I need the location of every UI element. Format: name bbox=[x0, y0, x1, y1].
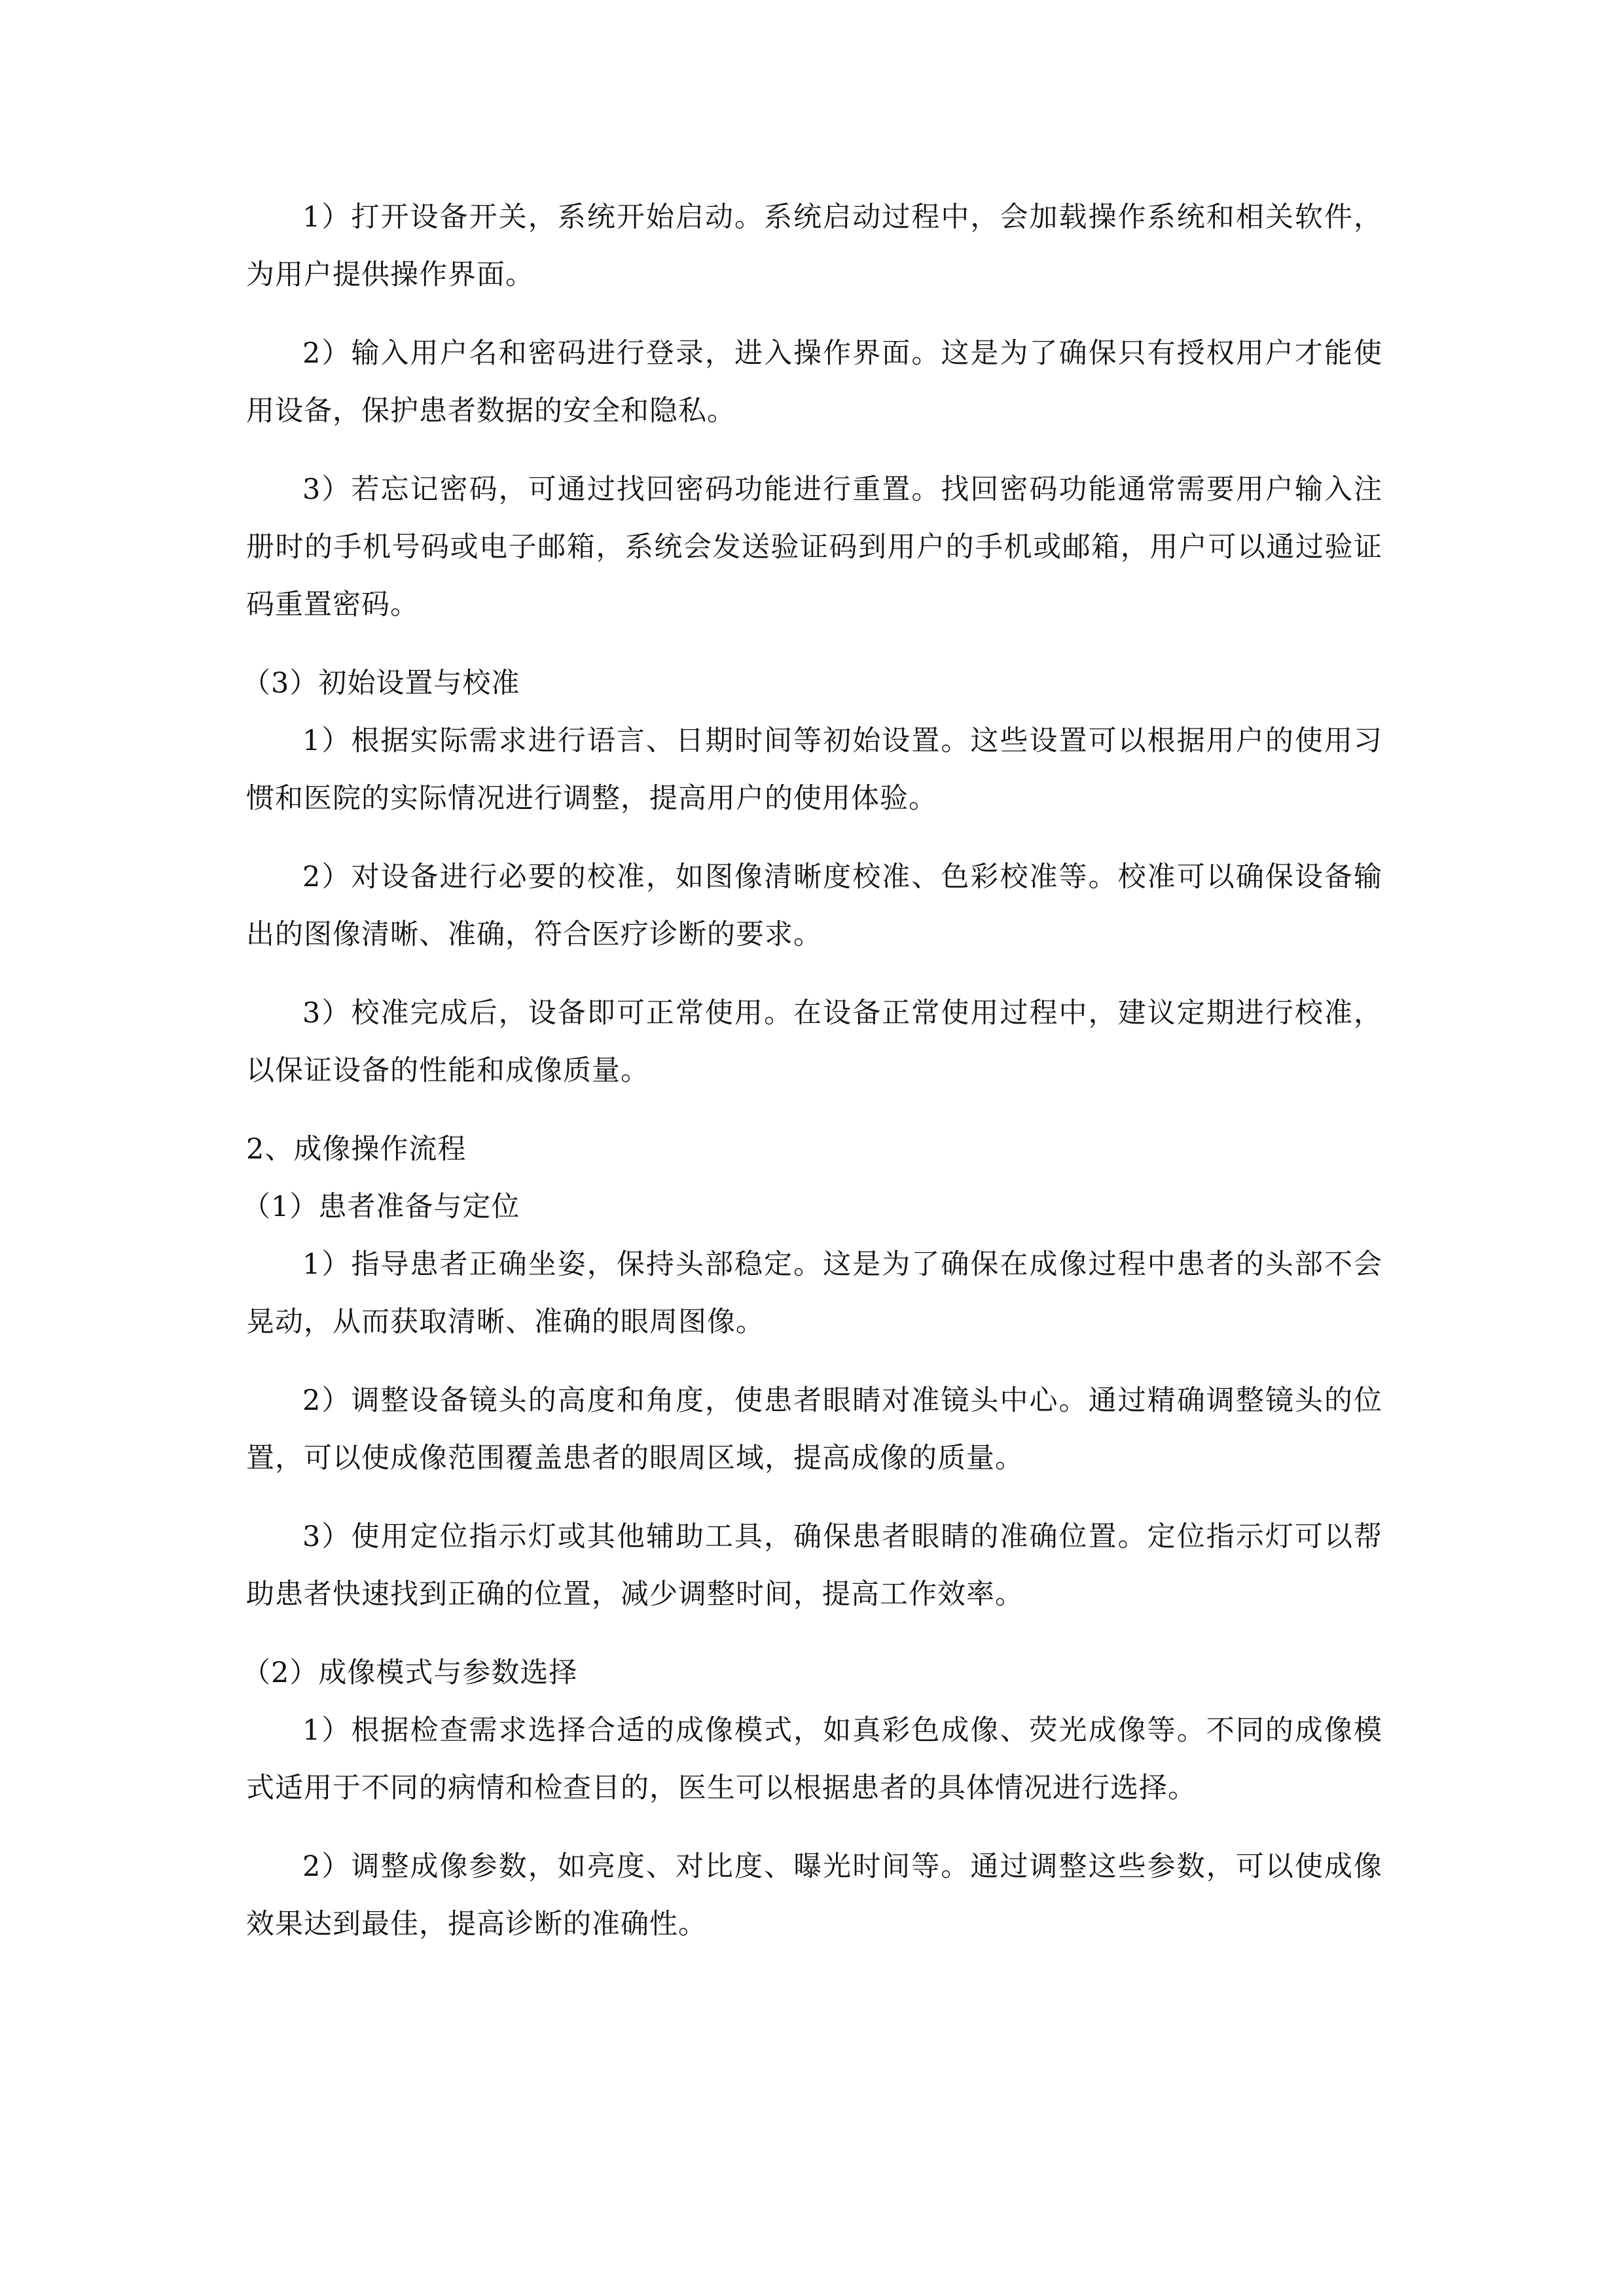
paragraph-startup-step-1: 1）打开设备开关，系统开始启动。系统启动过程中，会加载操作系统和相关软件，为用户提供操作界面。 bbox=[246, 201, 1382, 291]
subheading-patient-positioning: （1）患者准备与定位 bbox=[242, 1191, 520, 1223]
paragraph-positioning-step-1: 1）指导患者正确坐姿，保持头部稳定。这是为了确保在成像过程中患者的头部不会晃动，从而获取清晰、准确的眼周图像。 bbox=[246, 1248, 1382, 1338]
paragraph-parameters-step-2: 2）调整成像参数，如亮度、对比度、曝光时间等。通过调整这些参数，可以使成像效果达到最佳，提高诊断的准确性。 bbox=[246, 1850, 1382, 1941]
document-body bbox=[242, 188, 1382, 1974]
paragraph-setup-step-1: 1）根据实际需求进行语言、日期时间等初始设置。这些设置可以根据用户的使用习惯和医院的实际情况进行调整，提高用户的使用体验。 bbox=[246, 725, 1382, 815]
paragraph-calibration-step-3: 3）校准完成后，设备即可正常使用。在设备正常使用过程中，建议定期进行校准，以保证设备的性能和成像质量。 bbox=[246, 997, 1382, 1087]
subheading-initial-setup: （3）初始设置与校准 bbox=[242, 667, 520, 700]
subheading-imaging-mode-parameters: （2）成像模式与参数选择 bbox=[242, 1657, 578, 1689]
paragraph-mode-step-1: 1）根据检查需求选择合适的成像模式，如真彩色成像、荧光成像等。不同的成像模式适用于不同的病情和检查目的，医生可以根据患者的具体情况进行选择。 bbox=[246, 1714, 1382, 1804]
paragraph-positioning-step-3: 3）使用定位指示灯或其他辅助工具，确保患者眼睛的准确位置。定位指示灯可以帮助患者快速找到正确的位置，减少调整时间，提高工作效率。 bbox=[246, 1520, 1382, 1611]
section-heading-imaging-workflow: 2、成像操作流程 bbox=[246, 1133, 467, 1166]
paragraph-calibration-step-2: 2）对设备进行必要的校准，如图像清晰度校准、色彩校准等。校准可以确保设备输出的图像清晰、准确，符合医疗诊断的要求。 bbox=[246, 861, 1382, 951]
paragraph-login-step-2: 2）输入用户名和密码进行登录，进入操作界面。这是为了确保只有授权用户才能使用设备，保护患者数据的安全和隐私。 bbox=[246, 337, 1382, 427]
paragraph-positioning-step-2: 2）调整设备镜头的高度和角度，使患者眼睛对准镜头中心。通过精确调整镜头的位置，可以使成像范围覆盖患者的眼周区域，提高成像的质量。 bbox=[246, 1384, 1382, 1475]
paragraph-password-reset-step-3: 3）若忘记密码，可通过找回密码功能进行重置。找回密码功能通常需要用户输入注册时的手机号码或电子邮箱，系统会发送验证码到用户的手机或邮箱，用户可以通过验证码重置密码。 bbox=[246, 473, 1382, 621]
